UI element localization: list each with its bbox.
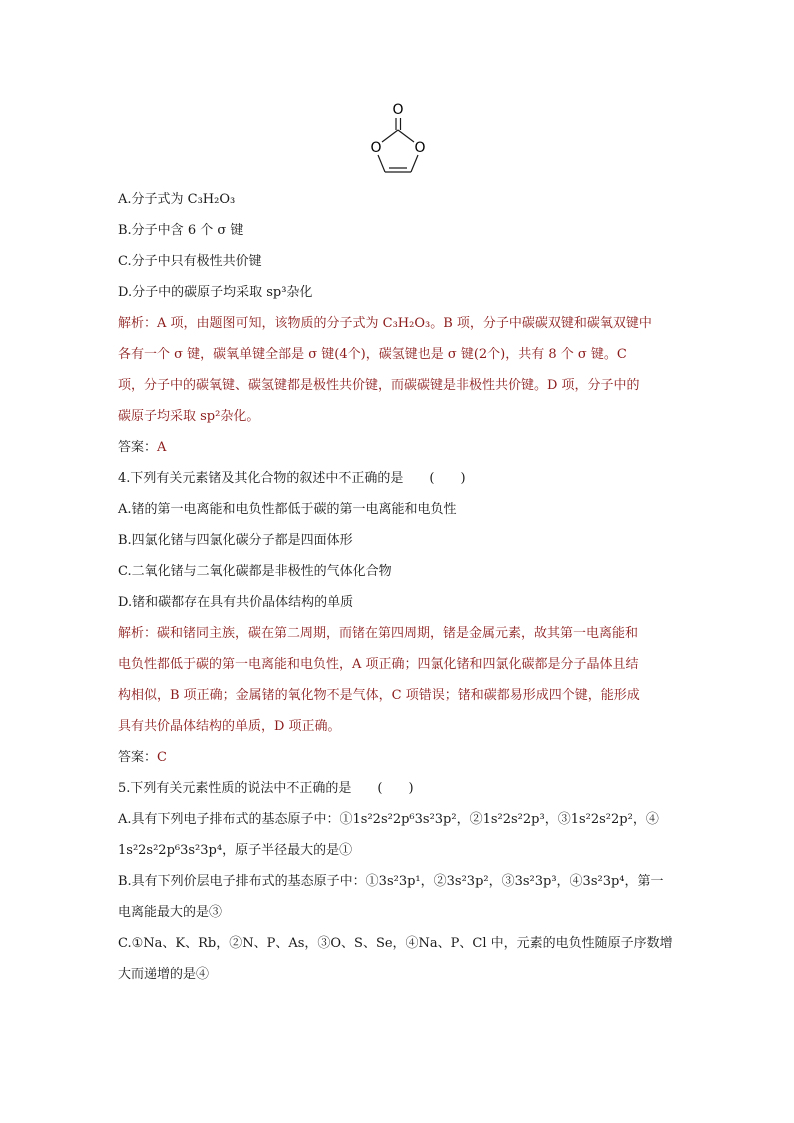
question-content (118, 184, 678, 990)
q3-answer (118, 432, 678, 463)
atom-label-left-o: O (370, 140, 382, 156)
q3-answer-value: A (157, 440, 167, 455)
ring-bond-o-c-right (411, 155, 418, 172)
q4-answer-label: 答案： (118, 750, 158, 765)
q4-answer (118, 742, 678, 773)
q3-analysis-line: 解析：A 项，由题图可知，该物质的分子式为 C₃H₂O₃。B 项，分子中碳碳双键和碳氧双键中 (118, 316, 652, 331)
ring-bond-c-o-right (398, 130, 414, 142)
q3-analysis (118, 308, 678, 432)
q4-answer-value: C (157, 750, 167, 765)
ring-bond-c-o-left (382, 130, 398, 142)
q3-answer-label: 答案： (118, 440, 158, 455)
q3-option-d: D.分子中的碳原子均采取 sp³杂化 (118, 285, 313, 300)
q5-stem: 5.下列有关元素性质的说法中不正确的是 ( ) (118, 781, 414, 796)
q4-analysis (118, 618, 678, 742)
ring-bond-o-c-left (378, 155, 385, 172)
atom-label-right-o: O (414, 140, 426, 156)
q5-option-line: A.具有下列电子排布式的基态原子中：①1s²2s²2p⁶3s²3p²，②1s²2s²2p³，③1s²2s²2p²，④ (118, 812, 659, 827)
q4-stem: 4.下列有关元素锗及其化合物的叙述中不正确的是 ( ) (118, 471, 466, 486)
q5-option-line: 电离能最大的是③ (118, 905, 223, 920)
q4-option-b: B.四氯化锗与四氯化碳分子都是四面体形 (118, 533, 353, 548)
q3-option-b: B.分子中含 6 个 σ 键 (118, 223, 244, 238)
q3-analysis-line: 各有一个 σ 键，碳氧单键全部是 σ 键(4个)，碳氢键也是 σ 键(2个)，共有 8 个 σ 键。C (118, 347, 627, 362)
q3-analysis-line: 项，分子中的碳氧键、碳氢键都是极性共价键，而碳碳键是非极性共价键。D 项，分子中的 (118, 378, 640, 393)
q4-option-a: A.锗的第一电离能和电负性都低于碳的第一电离能和电负性 (118, 502, 457, 517)
q4-analysis-line: 构相似，B 项正确；金属锗的氧化物不是气体，C 项错误；锗和碳都易形成四个键，能形成 (118, 688, 640, 703)
q5-option-line: 1s²2s²2p⁶3s²3p⁴，原子半径最大的是① (118, 843, 353, 858)
atom-label-top-o: O (392, 102, 404, 118)
q5-option-line: B.具有下列价层电子排布式的基态原子中：①3s²3p¹，②3s²3p²，③3s²3p³，④3s²3p⁴，第一 (118, 874, 664, 889)
q3-option-c: C.分子中只有极性共价键 (118, 254, 262, 269)
q4-option-d: D.锗和碳都存在具有共价晶体结构的单质 (118, 595, 354, 610)
q3-analysis-line: 碳原子均采取 sp²杂化。 (118, 409, 260, 424)
q4-analysis-line: 电负性都低于碳的第一电离能和电负性，A 项正确；四氯化锗和四氯化碳都是分子晶体且结 (118, 657, 639, 672)
q4-option-c: C.二氧化锗与二氧化碳都是非极性的气体化合物 (118, 564, 392, 579)
q5-options (118, 804, 678, 990)
vinylene-carbonate-structure (362, 96, 434, 180)
q4-analysis-line: 解析：碳和锗同主族，碳在第二周期，而锗在第四周期，锗是金属元素，故其第一电离能和 (118, 626, 639, 641)
q4-analysis-line: 具有共价晶体结构的单质，D 项正确。 (118, 719, 341, 734)
q3-option-a: A.分子式为 C₃H₂O₃ (118, 192, 236, 207)
q5-option-line: 大而递增的是④ (118, 967, 210, 982)
q5-option-line: C.①Na、K、Rb，②N、P、As，③O、S、Se，④Na、P、Cl 中，元素的电负性随原子序数增 (118, 936, 673, 951)
